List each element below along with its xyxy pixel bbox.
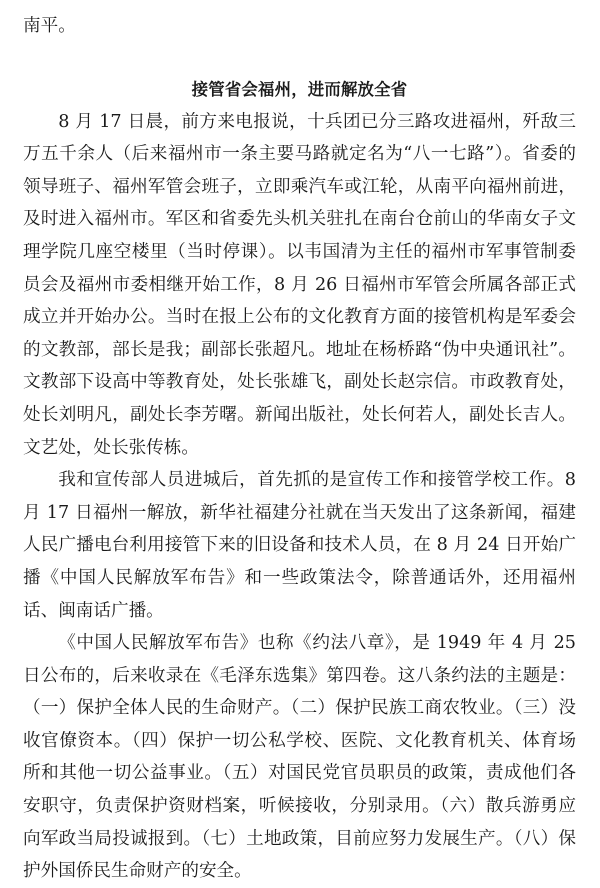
section-heading: 接管省会福州，进而解放全省 <box>191 79 408 99</box>
lead-fragment: 南平。 <box>23 16 76 36</box>
paragraph-eight-articles: 《中国人民解放军布告》也称《约法八章》，是 1949 年 4 月 25 日公布的，后来收录在《毛泽东选集》第四卷。这八条约法的主题是：（一）保护全体人民的生命财产。（二）保护民族工商农牧业。（三）没收官僚资本。（四）保护一切公私学校、医院、文化教育机关、体育场所和其他一切公益事业。（五）对国民党官员职员的政策，责成他们各安职守，负责保护资财档案，听候接收，分别录用。（六）散兵游勇应向军政当局投诚报到。（七）土地政策，目前应努力发展生产。（八）保护外国侨民生命财产的安全。 <box>23 633 576 882</box>
paragraph-liberation-of-fuzhou: 8 月 17 日晨，前方来电报说，十兵团已分三路攻进福州，歼敌三万五千余人（后来福州市一条主要马路就定名为“八一七路”）。省委的领导班子、福州军管会班子，立即乘汽车或江轮，从南平向福州前进，及时进入福州市。军区和省委先头机关驻扎在南台仓前山的华南女子文理学院几座空楼里（当时停课）。以韦国清为主任的福州市军事管制委员会及福州市委相继开始工作，8 月 26 日福州市军管会所属各部正式成立并开始办公。当时在报上公布的文化教育方面的接管机构是军委会的文教部，部长是我；副部长张超凡。地址在杨桥路“伪中央通讯社”。文教部下设高中等教育处，处长张雄飞，副处长赵宗信。市政教育处，处长刘明凡，副处长李芳曙。新闻出版社，处长何若人，副处长吉人。文艺处，处长张传栋。 <box>23 111 576 458</box>
paragraph-propaganda-work: 我和宣传部人员进城后，首先抓的是宣传工作和接管学校工作。8 月 17 日福州一解放，新华社福建分社就在当天发出了这条新闻，福建人民广播电台利用接管下来的旧设备和技术人员，在 8 月 24 日开始广播《中国人民解放军布告》和一些政策法令，除普通话外，还用福州话、闽南话广播。 <box>23 470 576 621</box>
